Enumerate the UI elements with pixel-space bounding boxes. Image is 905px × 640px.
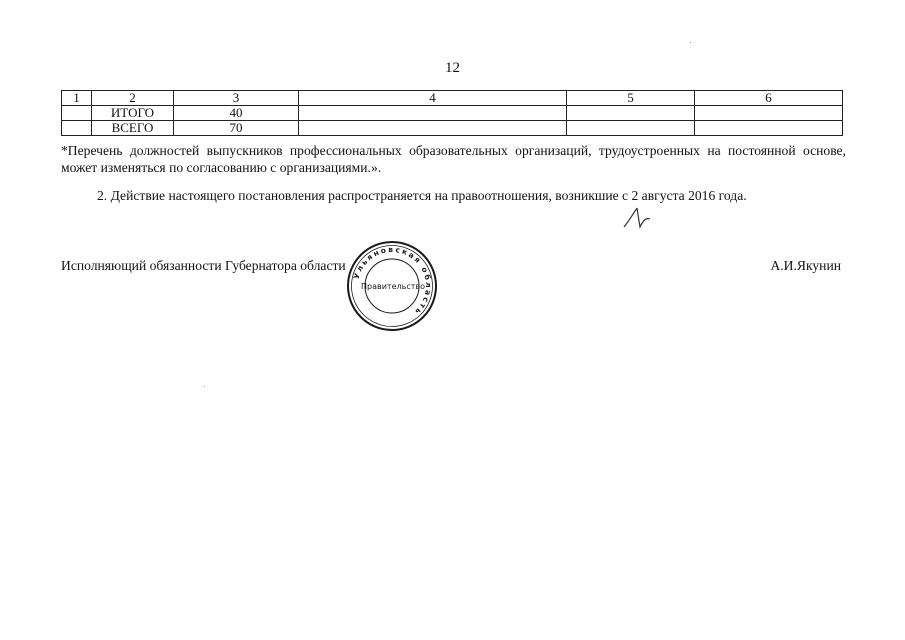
table-cell-value: 40 (174, 106, 299, 121)
official-seal (346, 240, 438, 332)
table-cell (695, 106, 843, 121)
page-number: 12 (445, 60, 460, 76)
table-cell (62, 121, 92, 136)
table-header-cell: 6 (695, 91, 843, 106)
table-header-cell: 2 (92, 91, 174, 106)
summary-table (61, 90, 843, 136)
table-cell (299, 121, 567, 136)
seal-ring-text: Ульяновская область (351, 244, 434, 318)
clause-2: 2. Действие настоящего постановления распространяется на правоотношения, возникшие с 2 августа 2016 года. (97, 188, 747, 203)
table-cell-label: ИТОГО (92, 106, 174, 121)
footnote: *Перечень должностей выпускников профессиональных образовательных организаций, трудоустроенных на постоянной основе, может изменяться по согласованию с организациями.». (61, 143, 846, 175)
table-cell-label: ВСЕГО (92, 121, 174, 136)
table-header-cell: 3 (174, 91, 299, 106)
signatory-title: Исполняющий обязанности Губернатора области (61, 258, 346, 273)
signatory-name: А.И.Якунин (770, 258, 841, 273)
table-row-itogo (62, 106, 843, 121)
seal-center-text: Правительство (361, 282, 425, 291)
scan-speck (204, 386, 205, 387)
table-header-cell: 5 (567, 91, 695, 106)
table-header-cell: 1 (62, 91, 92, 106)
table-header-row (62, 91, 843, 106)
table-cell (299, 106, 567, 121)
scan-speck (690, 42, 691, 43)
table-cell (62, 106, 92, 121)
table-cell (695, 121, 843, 136)
table-row-vsego (62, 121, 843, 136)
table-header-cell: 4 (299, 91, 567, 106)
handwritten-initials (620, 205, 660, 231)
table-cell (567, 106, 695, 121)
table-cell (567, 121, 695, 136)
table-cell-value: 70 (174, 121, 299, 136)
